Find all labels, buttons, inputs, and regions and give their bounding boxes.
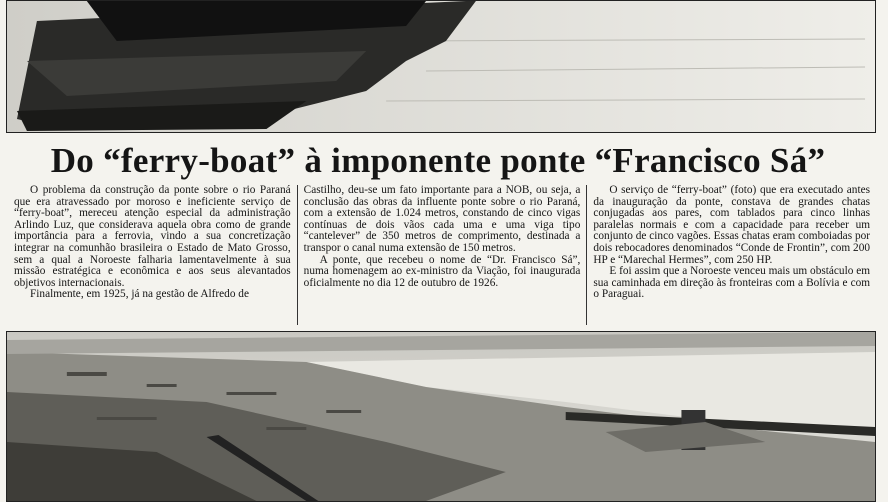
paragraph: O serviço de “ferry-boat” (foto) que era executado antes da inauguração da ponte, constava de grandes chatas conjugadas aos pares, com tablados para cinco linhas paralelas normais e com a capacidade para receber um conjunto de cinco vagões. Essas chatas eram comboiadas por dois rebocadores denominados “Conde de Frontin”, com 200 HP e “Marechal Hermes”, com 250 HP. bbox=[593, 185, 871, 266]
ferry-boat-photo bbox=[6, 0, 876, 133]
article-body bbox=[8, 185, 876, 325]
column-2 bbox=[297, 185, 587, 325]
paragraph: Finalmente, em 1925, já na gestão de Alfredo de bbox=[30, 288, 249, 301]
headline: Do “ferry-boat” à imponente ponte “Francisco Sá” bbox=[50, 141, 826, 180]
paragraph: E foi assim que a Noroeste venceu mais um obstáculo em sua caminhada em direção às fronteiras com a Bolívia e com o Paraguai. bbox=[593, 265, 871, 301]
column-3 bbox=[586, 185, 876, 325]
paragraph: Castilho, deu-se um fato importante para a NOB, ou seja, a conclusão das obras da influente ponte sobre o rio Paraná, com a extensão de 1.024 metros, constando de cinco vigas contínuas de dois vãos cada uma e uma viga tipo “cantelever” de 350 metros de comprimento, destinada a transpor o canal numa extensão de 150 metros. bbox=[303, 185, 581, 254]
column-1 bbox=[8, 185, 297, 325]
paragraph: O problema da construção da ponte sobre o rio Paraná que era atravessado por moroso e ineficiente serviço de “ferry-boat”, mereceu atenção especial da administração Arlindo Luz, que considerava aquela obra como de grande importância para a ferrovia, vindo a sua concretização integrar na comunhão brasileira o Estado de Mato Grosso, sem a qual a Noroeste falharia lamentavelmente à sua missão estratégica e econômica e aos seus alevantados objetivos internacionais. bbox=[14, 185, 291, 289]
paragraph: A ponte, que recebeu o nome de “Dr. Francisco Sá”, numa homenagem ao ex-ministro da Viação, foi inaugurada oficialmente no dia 12 de outubro de 1926. bbox=[303, 253, 581, 289]
bridge-aerial-photo bbox=[6, 331, 876, 502]
